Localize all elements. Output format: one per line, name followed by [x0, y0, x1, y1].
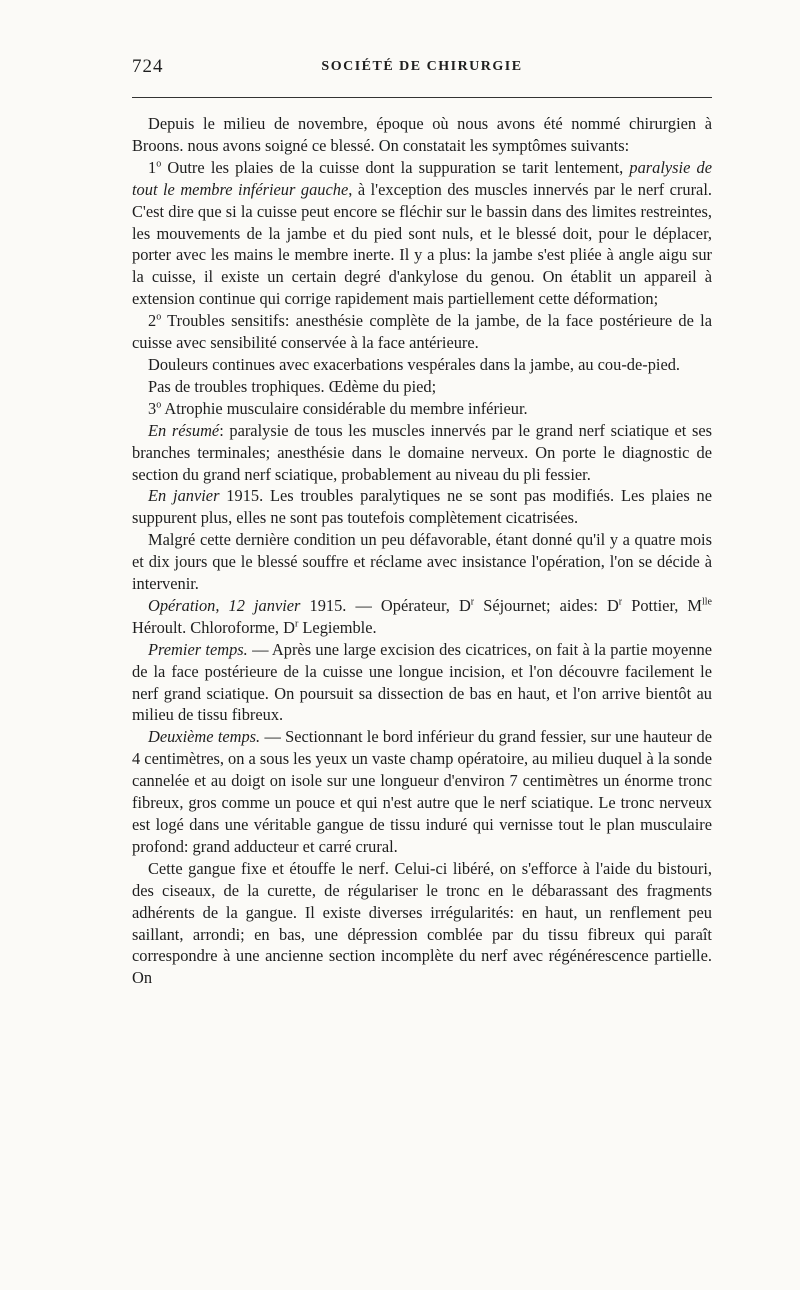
italic-run: paralysie de tout le membre inférieur gauche [132, 157, 712, 199]
superscript: r [618, 596, 623, 608]
paragraph-p10 [132, 595, 712, 639]
text-run: Legiemble. [298, 617, 377, 637]
paragraph-p12 [132, 726, 712, 857]
paragraph-p1 [132, 113, 712, 157]
italic-run: Deuxième temps. [148, 727, 261, 747]
italic-run: En résumé [148, 420, 220, 440]
paragraph-p4 [132, 354, 712, 376]
paragraph-p8 [132, 485, 712, 529]
text-run: , à l'exception des muscles innervés par le nerf crural. C'est dire que si la cuisse peut encore se fléchir sur le bassin dans des limites restreintes, les mouvements de la jambe et du pied sont nuls, et le blessé doit, pour le déplacer, porter avec les mains le membre inerte. Il y a plus: la jambe s'est pliée à angle aigu sur la cuisse, il existe un certain degré d'ankylose du genou. On établit un appareil à extension continue qui corrige rapidement mais partiellement cette déformation; [132, 179, 712, 309]
text-run: Pas de troubles trophiques. Œdème du pied; [148, 376, 437, 396]
superscript: r [470, 596, 475, 608]
text-run: 2 [148, 311, 157, 331]
text-run: Douleurs continues avec exacerbations vespérales dans la jambe, au cou-de-pied. [148, 354, 681, 374]
superscript: o [156, 399, 162, 411]
paragraph-p5 [132, 376, 712, 398]
text-run: Malgré cette dernière condition un peu défavorable, étant donné qu'il y a quatre mois et dix jours que le blessé souffre et réclame avec insistance l'opération, l'on se décide à intervenir. [132, 530, 712, 594]
text-run: 3 [148, 398, 157, 418]
superscript: o [156, 158, 162, 170]
body-text [132, 113, 712, 989]
text-run: Depuis le milieu de novembre, époque où nous avons été nommé chirurgien à Broons. nous avons soigné ce blessé. On constatait les symptômes suivants: [132, 114, 712, 155]
italic-run: Opération, 12 janvier [148, 595, 301, 615]
text-run: 1915. — Opérateur, D [300, 595, 471, 615]
italic-run: En janvier [148, 486, 220, 506]
paragraph-p11 [132, 639, 712, 727]
running-title: SOCIÉTÉ DE CHIRURGIE [321, 59, 523, 74]
italic-run: Premier temps. [148, 639, 248, 659]
text-run: Pottier, M [622, 595, 702, 615]
paragraph-p13 [132, 858, 712, 989]
paragraph-p9 [132, 529, 712, 595]
text-run: Cette gangue fixe et étouffe le nerf. Celui-ci libéré, on s'efforce à l'aide du bistouri, des ciseaux, de la curette, de régulariser le tronc en le débarassant des fragments adhérents de la gangue. Il existe diverses irrégularités: en haut, un renflement peu saillant, arrondi; en bas, une dépression comblée par du tissu fibreux qui paraît correspondre à une ancienne section incomplète du nerf avec régénérescence partielle. On [132, 858, 712, 988]
text-run: 1915. Les troubles paralytiques ne se sont pas modifiés. Les plaies ne suppurent plus, elles ne sont pas toutefois complètement cicatrisées. [132, 486, 712, 528]
text-run: : paralysie de tous les muscles innervés par le grand nerf sciatique et ses branches terminales; anesthésie dans le domaine nerveux. On porte le diagnostic de section du grand nerf sciatique, probablement au niveau du pli fessier. [132, 420, 712, 484]
text-run: Troubles sensitifs: anesthésie complète de la jambe, de la face postérieure de la cuisse avec sensibilité conservée à la face antérieure. [132, 311, 712, 353]
superscript: r [294, 618, 299, 630]
header-rule [132, 97, 712, 98]
text-run: Séjournet; aides: D [474, 595, 619, 615]
paragraph-p3 [132, 310, 712, 354]
text-run: Outre les plaies de la cuisse dont la suppuration se tarit lentement, [161, 157, 630, 177]
page-header [132, 56, 712, 90]
text-run: 1 [148, 157, 157, 177]
page-number: 724 [132, 56, 164, 77]
text-run: Héroult. Chloroforme, D [132, 617, 295, 637]
paragraph-p6 [132, 398, 712, 420]
paragraph-p7 [132, 420, 712, 486]
text-run: Atrophie musculaire considérable du membre inférieur. [161, 398, 528, 418]
superscript: lle [702, 596, 712, 608]
superscript: o [156, 311, 162, 323]
text-run: — Après une large excision des cicatrices, on fait à la partie moyenne de la face postérieure de la cuisse une longue incision, et l'on découvre facilement le nerf grand sciatique. On poursuit sa dissection de bas en haut, et l'on arrive bientôt au milieu de tissu fibreux. [132, 639, 712, 725]
text-run: — Sectionnant le bord inférieur du grand fessier, sur une hauteur de 4 centimètres, on a sous les yeux un vaste champ opératoire, au milieu duquel à la sonde cannelée et au doigt on isole sur une longueur d'environ 7 centimètres un énorme tronc fibreux, gros comme un pouce et qui n'est autre que le nerf sciatique. Le tronc nerveux est logé dans une véritable gangue de tissu induré qui vernisse tout le plan musculaire profond: grand adducteur et carré crural. [132, 727, 712, 856]
paragraph-p2 [132, 157, 712, 310]
